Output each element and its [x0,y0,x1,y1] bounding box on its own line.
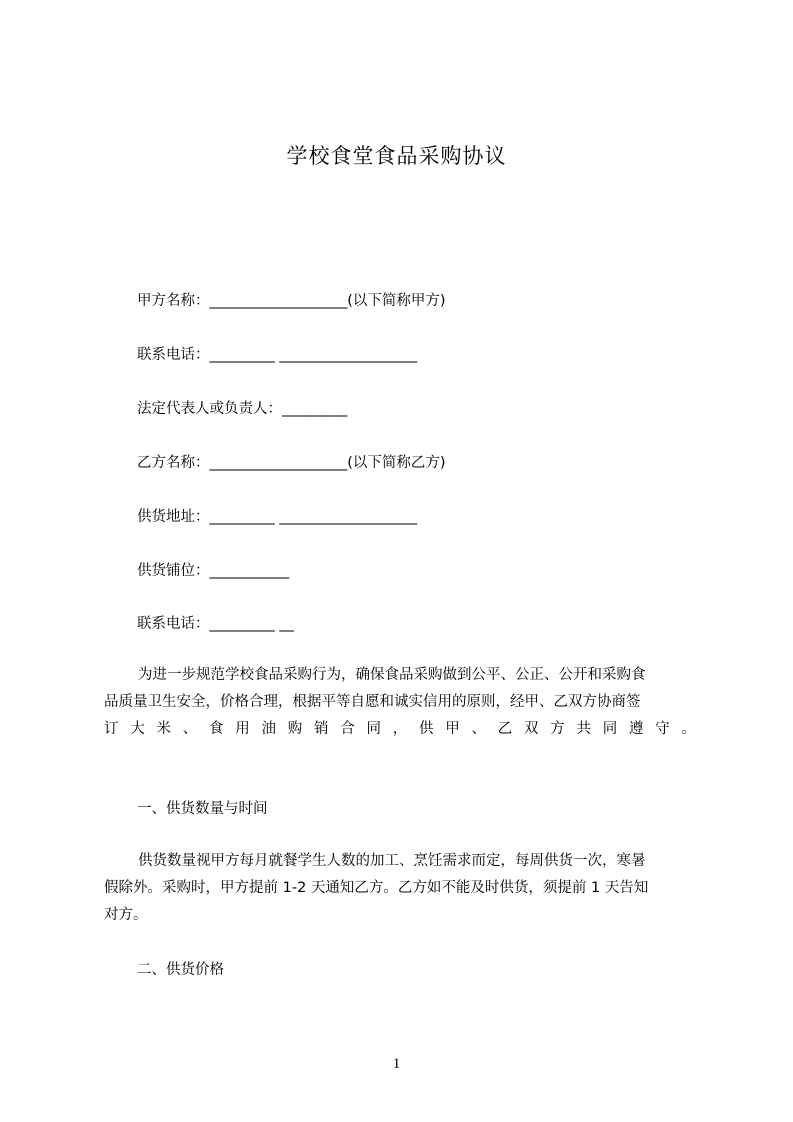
supply-address-field: 供货地址：_________ ___________________ [137,509,418,525]
intro-line-3: 订大米、食用油购销合同，供甲、乙双方共同遵守。 [104,721,696,737]
section-1-line-2: 假除外。采购时，甲方提前 1-2 天通知乙方。乙方如不能及时供货，须提前 1 天告知 [104,880,649,896]
party-b-name-field: 乙方名称：___________________(以下简称乙方) [137,455,446,471]
party-a-name-field: 甲方名称：___________________(以下简称甲方) [137,293,446,309]
party-b-phone-field: 联系电话：_________ __ [137,616,294,632]
intro-line-1: 为进一步规范学校食品采购行为，确保食品采购做到公平、公正、公开和采购食 [138,667,646,683]
section-1-heading: 一、供货数量与时间 [137,801,268,817]
supply-stall-field: 供货铺位：___________ [137,563,290,579]
intro-line-2: 品质量卫生安全，价格合理，根据平等自愿和诚实信用的原则，经甲、乙双方协商签 [104,694,641,710]
document-title: 学校食堂食品采购协议 [286,144,507,168]
section-1-line-1: 供货数量视甲方每月就餐学生人数的加工、烹饪需求而定，每周供货一次，寒暑 [138,853,646,869]
party-a-phone-field: 联系电话：_________ ___________________ [137,347,418,363]
section-1-line-3: 对方。 [104,907,148,923]
section-1-paragraph [104,848,696,929]
intro-paragraph [104,662,696,743]
legal-representative-field: 法定代表人或负责人：_________ [137,401,348,417]
page-number: 1 [392,1056,401,1072]
section-2-heading: 二、供货价格 [137,962,224,978]
